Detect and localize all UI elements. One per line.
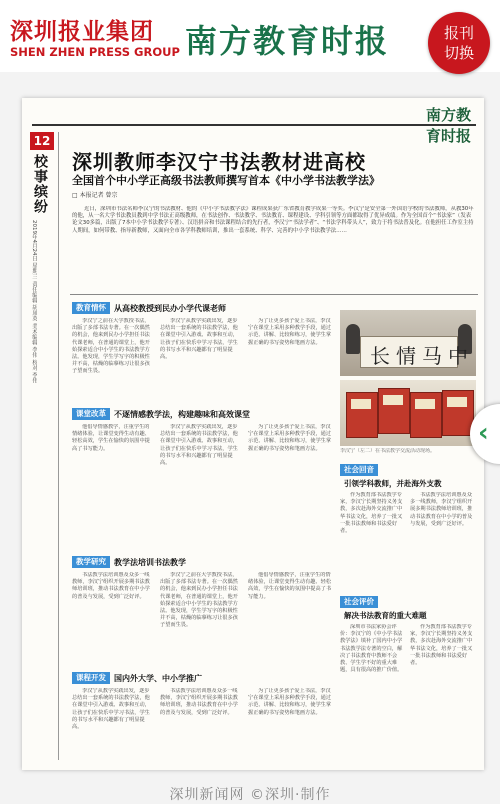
footer-credit: 深圳新闻网 ©深圳·制作 bbox=[169, 787, 331, 803]
switch-label-line1: 报刊 bbox=[443, 24, 474, 42]
subhead-tag: 社会回音 bbox=[340, 464, 378, 476]
subhead-3 bbox=[72, 556, 186, 568]
page-number: 12 bbox=[30, 132, 54, 150]
body-text: 为了让更多孩子爱上书法，李汉宁在课堂上采用多种教学手段，通过示范、讲解、比较和练习，使学生掌握正确的书写姿势和笔画方法。 bbox=[248, 688, 332, 716]
body-text: 深圳市书法家协会评价：李汉宁的《中小学书法教学法》填补了国内中小学书法教学法专著的空白，解决了书法教育中教师不会教、学生学不好的重大难题，具有很高的推广价值。 bbox=[340, 624, 403, 674]
photo-caption: 李汉宁（左二）在书法教学交流活动现场。 bbox=[340, 448, 436, 454]
body-text: 作为教育部书法教学专家，李汉宁长期坚持义务支教，多次赴海外交流推广中华书法文化，培养了一批又一批书法教师和书法爱好者。 bbox=[410, 624, 473, 667]
subhead-tag: 教学研究 bbox=[72, 556, 110, 568]
newspaper-page[interactable] bbox=[22, 98, 484, 770]
subhead-tag: 课程开发 bbox=[72, 672, 110, 684]
body-text: 李汉宁从教学实践出发，逐步总结出一套系统的书法教学法，他在课堂中引入游戏、故事和互动，让孩子们在快乐中学习书法，学生的书写水平和兴趣都有了明显提高。 bbox=[72, 688, 150, 731]
body-text: 为了让更多孩子爱上书法，李汉宁在课堂上采用多种教学手段，通过示范、讲解、比较和练习，使学生掌握正确的书写姿势和笔画方法。 bbox=[248, 424, 332, 452]
body-text: 他倡导情感教学，注重学生的情绪体验，让课堂变得生动有趣、轻松高效，学生在愉快的氛围中提高了书写能力。 bbox=[72, 424, 150, 452]
body-text: 作为教育部书法教学专家，李汉宁长期坚持义务支教，多次赴海外交流推广中华书法文化，培养了一批又一批书法教师和书法爱好者。 bbox=[340, 492, 403, 535]
subhead-5 bbox=[340, 464, 378, 476]
person-figure bbox=[346, 324, 360, 354]
body-text: 他倡导情感教学，注重学生的情绪体验，让课堂变得生动有趣、轻松高效，学生在愉快的氛围中提高了书写能力。 bbox=[248, 572, 332, 600]
calligraphy-text: 长情马中 bbox=[370, 344, 474, 368]
section-name: 校事缤纷 bbox=[32, 154, 48, 214]
chevron-left-icon: ‹ bbox=[478, 418, 489, 448]
book-icon bbox=[378, 388, 410, 434]
page-masthead: 南方教育时报 bbox=[426, 106, 472, 145]
body-text: 李汉宁从教学实践出发，逐步总结出一套系统的书法教学法，他在课堂中引入游戏、故事和互动，让孩子们在快乐中学习书法，学生的书写水平和兴趣都有了明显提高。 bbox=[160, 318, 238, 361]
article-lead: 近日，深圳市书法名师李汉宁的书法教材、他的《中小学书法教学法》课程成果获广东省教育教学成果一等奖。李汉宁是安全第一外国语学校的书法教师，从教30年的他，从一名大学书法教员教到中学书法正高级教师，在书法创作、书法教学、书法教育、课程建设、学科引领等方面都取得了优异成绩。作为全国首个“书法家”（发表论文30多篇，出版了7本中小学书法教学专著）、汉语拼音和书法课程结合的先行者，李汉宁“书法学者”、“书法学科带头人”，致力于将书法普及化。在他担任工作室主持人期间，如何带教、指导新教师，又面向全市各学科教师培训，推出一套系统、科学、完善的中小学书法教学法…… bbox=[72, 206, 474, 234]
column-divider bbox=[58, 132, 59, 760]
subhead-title: 解决书法教育的重大难题 bbox=[344, 611, 427, 620]
subhead-tag: 社会评价 bbox=[340, 596, 378, 608]
article-subtitle: 全国首个中小学正高级书法教师撰写首本《中小学书法教学法》 bbox=[72, 174, 380, 187]
masthead-divider bbox=[32, 124, 476, 126]
paper-logo: 南方教育时报 bbox=[185, 22, 390, 60]
subhead-2 bbox=[72, 408, 250, 420]
book-icon bbox=[442, 390, 474, 436]
body-text: 为了让更多孩子爱上书法，李汉宁在课堂上采用多种教学手段，通过示范、讲解、比较和练习，使学生掌握正确的书写姿势和笔画方法。 bbox=[248, 318, 332, 346]
subhead-1 bbox=[72, 302, 226, 314]
article-photo[interactable] bbox=[340, 310, 476, 376]
subhead-tag: 教育情怀 bbox=[72, 302, 110, 314]
subhead-title: 从高校教授到民办小学代课老师 bbox=[114, 303, 226, 313]
book-icon bbox=[346, 392, 378, 438]
subhead-title: 引领学科教师，并赴海外支教 bbox=[344, 479, 442, 488]
switch-label-line2: 切换 bbox=[443, 44, 474, 62]
article-byline: □ 本报记者 曾宗 bbox=[72, 192, 118, 199]
newspaper-switch-button[interactable] bbox=[428, 12, 490, 74]
app-header bbox=[0, 0, 500, 72]
book-icon bbox=[410, 392, 442, 438]
body-text: 李汉宁之前在大学教授书法，出版了多部书法专著。在一次偶然的机会，他来到民办小学担任书法代课老师，在普通的课堂上，他开始探索适合中小学生的书法教学方法。他发现，学生学写字的积极性并不高，枯燥的临摹练习让很多孩子望而生畏。 bbox=[72, 318, 150, 375]
lead-divider bbox=[70, 294, 478, 295]
body-text: 书法教学法培训惠及众多一线教师，李汉宁组织开展多期书法教师培训班，推动书法教育在中小学的普及与发展，受到广泛好评。 bbox=[72, 572, 150, 600]
subhead-tag: 课堂改革 bbox=[72, 408, 110, 420]
page-side-column bbox=[30, 132, 54, 732]
subhead-4 bbox=[72, 672, 202, 684]
subhead-title: 国内外大学、中小学推广 bbox=[114, 673, 202, 683]
books-photo[interactable] bbox=[340, 380, 476, 446]
subhead-6 bbox=[340, 596, 378, 608]
body-text: 李汉宁之前在大学教授书法，出版了多部书法专著。在一次偶然的机会，他来到民办小学担任书法代课老师，在普通的课堂上，他开始探索适合中小学生的书法教学方法。他发现，学生学写字的积极性并不高，枯燥的临摹练习让很多孩子望而生畏。 bbox=[160, 572, 238, 629]
body-text: 书法教学法培训惠及众多一线教师，李汉宁组织开展多期书法教师培训班，推动书法教育在中小学的普及与发展，受到广泛好评。 bbox=[160, 688, 238, 716]
subhead-title: 不逐情感教学法，构建趣味和高效课堂 bbox=[114, 409, 250, 419]
body-text: 书法教学法培训惠及众多一线教师，李汉宁组织开展多期书法教师培训班，推动书法教育在中小学的普及与发展，受到广泛好评。 bbox=[410, 492, 473, 527]
group-name-cn: 深圳报业集团 bbox=[10, 19, 154, 45]
page-meta: 2019年4月24日 星期三 责任编辑 胡凤英 美术编辑 李伟 校对 李伟 bbox=[31, 220, 37, 384]
subhead-title: 教学法培训书法教学 bbox=[114, 557, 186, 567]
group-name-en: SHEN ZHEN PRESS GROUP bbox=[10, 45, 180, 59]
article-headline[interactable]: 深圳教师李汉宁书法教材进高校 bbox=[72, 150, 366, 174]
body-text: 李汉宁从教学实践出发，逐步总结出一套系统的书法教学法，他在课堂中引入游戏、故事和互动，让孩子们在快乐中学习书法，学生的书写水平和兴趣都有了明显提高。 bbox=[160, 424, 238, 467]
